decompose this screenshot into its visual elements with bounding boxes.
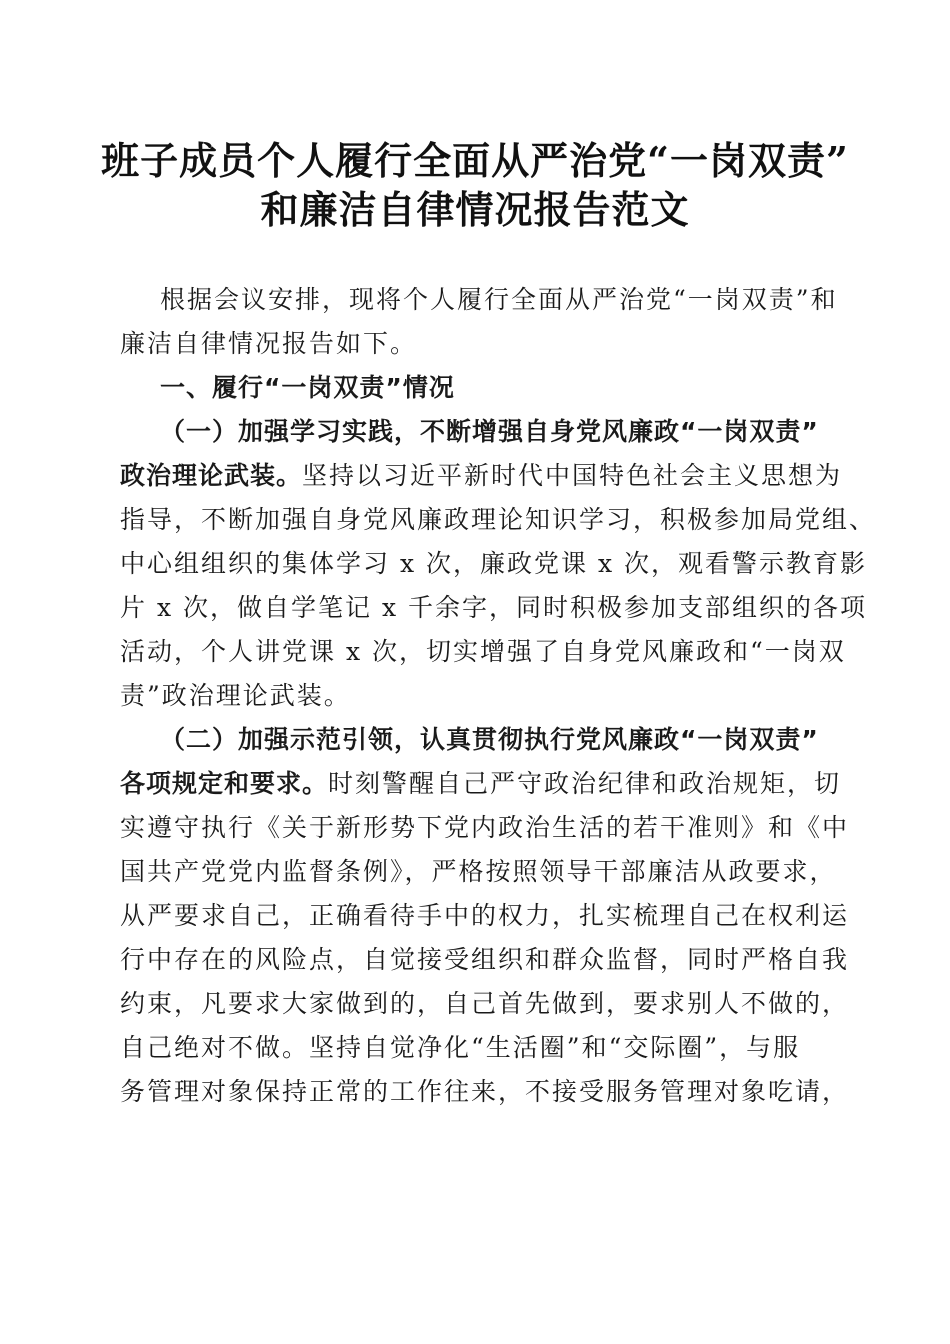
subsection-2-lead [160,724,819,756]
subsection-1-line-4: 中心组组织的集体学习 x 次，廉政党课 x 次，观看警示教育影 [120,549,867,578]
subsection-2-lead-end: 各项规定和要求。 [120,769,329,798]
subsection-2-line-4: 国共产党党内监督条例》，严格按照领导干部廉洁从政要求， [120,857,837,886]
subsection-2-line-2 [120,768,841,800]
subsection-1-lead-end: 政治理论武装。 [120,461,303,490]
subsection-2-line-5: 从严要求自己，正确看待手中的权力，扎实梳理自己在权利运 [120,901,850,930]
subsection-2-line-9: 务管理对象保持正常的工作往来，不接受服务管理对象吃请， [120,1077,850,1106]
subsection-2-line-8: 自己绝对不做。坚持自觉净化“生活圈”和“交际圈”，与服 [120,1033,801,1062]
document-title-line-1: 班子成员个人履行全面从严治党“一岗双责” [101,138,849,183]
subsection-2-line-7: 约束，凡要求大家做到的，自己首先做到，要求别人不做的， [120,989,850,1018]
intro-line-1: 根据会议安排，现将个人履行全面从严治党“一岗双责”和 [160,285,838,314]
section-heading-1: 一、履行“一岗双责”情况 [160,373,455,402]
subsection-2-lead-text: （二）加强示范引领，认真贯彻执行党风廉政“一岗双责” [160,725,819,754]
subsection-2-line-3: 实遵守执行《关于新形势下党内政治生活的若干准则》和《中 [120,813,850,842]
subsection-1-lead [160,416,819,448]
subsection-1-line-6: 活动，个人讲党课 x 次，切实增强了自身党风廉政和“一岗双 [120,637,846,666]
intro-line-2: 廉洁自律情况报告如下。 [120,329,418,358]
subsection-1-line-7: 责”政治理论武装。 [120,681,351,710]
subsection-1-lead-text: （一）加强学习实践，不断增强自身党风廉政“一岗双责” [160,417,819,446]
subsection-2-line-2-text: 时刻警醒自己严守政治纪律和政治规矩，切 [328,769,842,798]
subsection-1-line-2 [120,460,842,492]
subsection-1-line-5: 片 x 次，做自学笔记 x 千余字，同时积极参加支部组织的各项 [120,593,867,622]
document-title-line-2: 和廉洁自律情况报告范文 [260,187,690,232]
subsection-1-line-2-text: 坚持以习近平新时代中国特色社会主义思想为 [302,461,843,490]
subsection-2-line-6: 行中存在的风险点，自觉接受组织和群众监督，同时严格自我 [120,945,850,974]
subsection-1-line-3: 指导，不断加强自身党风廉政理论知识学习，积极参加局党组、 [120,505,877,534]
